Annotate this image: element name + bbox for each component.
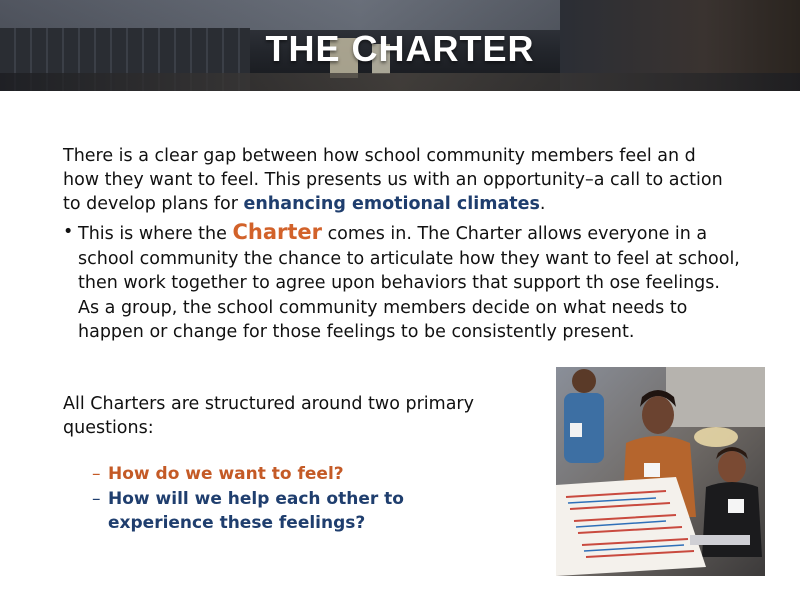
questions-intro: All Charters are structured around two primary questions: [63,394,474,438]
intro-period: . [539,194,546,214]
intro-paragraph [63,144,733,216]
question-text: How do we want to feel? [108,464,344,484]
bullet-text-after: comes in. The Charter allows everyone in a school community the chance to articulate how they want to feel at school, then work together to agree upon behaviors that support th ose feelings. As a group, the school community members decide on what needs to happen or change for those feelings to be consistently present. [78,224,740,342]
hallway-floor [0,73,800,91]
workshop-photo [556,367,765,576]
question-dash: – [92,489,101,509]
bullet-text [78,220,743,345]
slide-title: THE CHARTER [265,28,535,69]
question-text: How will we help each other to experience these feelings? [108,489,404,533]
intro-highlight: enhancing emotional climates [243,194,540,214]
charter-highlight: Charter [232,220,322,244]
question-dash: – [92,464,101,484]
bullet-text-before: This is where the [78,224,233,244]
header-banner [0,0,800,91]
bullet-marker: • [63,222,74,242]
intro-text: There is a clear gap between how school community members feel an d how they want to feel. This presents us with an opportunity–a call to action to develop plans for [63,146,723,214]
